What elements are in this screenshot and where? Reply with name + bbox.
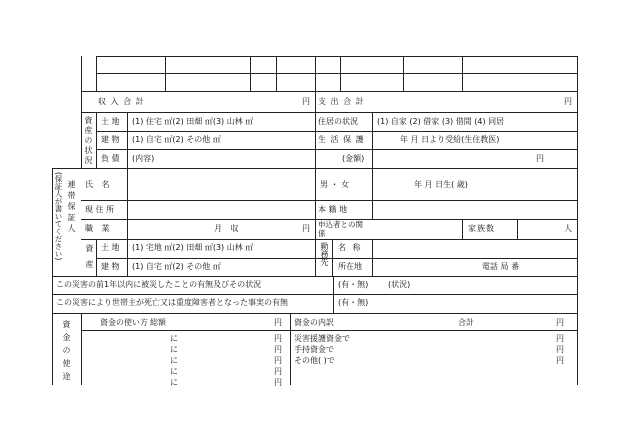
fund-item-relief: 災害援護資金で: [294, 334, 350, 343]
welfare-value: 年 月 日より受給(生住教医): [400, 135, 500, 144]
table-rule: [52, 168, 53, 385]
fund-use-unit: 円: [274, 345, 282, 354]
guarantor-note: (保証人が書いてください): [54, 172, 63, 261]
table-rule: [52, 294, 578, 295]
monthly-income-unit: 円: [302, 224, 310, 233]
fund-sum-unit: 円: [556, 318, 564, 327]
fund-use-ni: に: [170, 367, 178, 376]
income-total-unit: 円: [302, 97, 310, 106]
table-rule: [290, 313, 291, 385]
table-rule: [462, 56, 463, 91]
fund-item-own: 手持資金で: [294, 345, 334, 354]
table-rule: [96, 258, 578, 259]
table-rule: [81, 112, 578, 113]
family-count-label: 家族数: [468, 224, 495, 233]
guarantor-birth: 年 月 日生( 歳): [414, 180, 468, 189]
fund-item-unit: 円: [556, 345, 564, 354]
table-rule: [250, 56, 251, 91]
table-rule: [372, 239, 373, 276]
table-rule: [96, 112, 97, 168]
table-rule: [96, 239, 97, 276]
monthly-income-label: 月 収: [214, 224, 242, 233]
table-rule: [332, 239, 333, 276]
asset-status-section: 資産の状況: [84, 116, 93, 166]
building-label: 建 物: [101, 135, 120, 144]
guarantor-building-options: (1) 自宅 ㎡(2) その他 ㎡: [132, 262, 221, 271]
fund-total-unit: 円: [274, 318, 282, 327]
fund-use-unit: 円: [274, 334, 282, 343]
table-rule: [340, 56, 341, 91]
table-rule: [81, 313, 82, 385]
table-rule: [52, 276, 578, 277]
expense-total-label: 支 出 合 計: [318, 97, 365, 106]
table-rule: [517, 219, 518, 239]
fund-use-ni: に: [170, 334, 178, 343]
disaster-history-answer: (有・無): [338, 280, 369, 289]
guarantor-gender: 男 ・ 女: [320, 180, 350, 189]
housing-label: 住居の状況: [318, 117, 358, 126]
workplace-location-label: 所在地: [338, 262, 362, 271]
guarantor-job-label: 職 業: [85, 224, 113, 233]
fund-use-header: 資金の使い方: [100, 318, 148, 327]
table-rule: [462, 219, 463, 239]
debt-content: (内容): [132, 154, 155, 163]
income-total-label: 収 入 合 計: [98, 97, 145, 106]
table-rule: [127, 168, 128, 276]
debt-label: 負 債: [101, 154, 120, 163]
fund-use-unit: 円: [274, 378, 282, 387]
fund-use-ni: に: [170, 378, 178, 387]
table-rule: [81, 239, 578, 240]
household-head-answer: (有・無): [338, 298, 369, 307]
table-rule: [81, 330, 578, 331]
fund-use-unit: 円: [274, 367, 282, 376]
table-rule: [81, 56, 82, 168]
guarantor-land-label: 土 地: [101, 243, 120, 252]
table-rule: [315, 56, 316, 276]
workplace-section: 勤務先: [320, 242, 329, 266]
guarantor-land-options: (1) 宅地 ㎡(2) 田畑 ㎡(3) 山林 ㎡: [132, 243, 254, 252]
fund-item-unit: 円: [556, 356, 564, 365]
fund-use-ni: に: [170, 356, 178, 365]
table-rule: [372, 112, 373, 219]
guarantor-name-label: 氏 名: [85, 180, 113, 189]
workplace-phone: 電話 局 番: [482, 262, 520, 271]
fund-breakdown-header: 資金の内訳: [294, 318, 334, 327]
fund-item-other: その他( )で: [294, 356, 335, 365]
table-rule: [81, 200, 578, 201]
fund-use-unit: 円: [274, 356, 282, 365]
relation-label: 申込者との関 係: [318, 220, 363, 238]
housing-options: (1) 自家 (2) 借家 (3) 借間 (4) 同居: [377, 117, 505, 126]
table-rule: [577, 56, 578, 385]
table-rule: [96, 73, 578, 74]
table-rule: [96, 56, 578, 57]
table-rule: [96, 149, 578, 150]
family-count-unit: 人: [564, 224, 572, 233]
fund-total-header: 総額: [150, 318, 166, 327]
table-rule: [276, 56, 277, 91]
guarantor-asset-section: 資産: [85, 244, 94, 276]
household-head-question: この災害により世帯主が死亡又は重度障害者となった事実の有無: [56, 298, 288, 307]
land-options: (1) 住宅 ㎡(2) 田畑 ㎡(3) 山林 ㎡: [132, 117, 254, 126]
workplace-name-label: 名 称: [338, 243, 363, 252]
expense-total-unit: 円: [564, 97, 572, 106]
building-options: (1) 自宅 ㎡(2) その他 ㎡: [132, 135, 221, 144]
fund-sum-header: 合計: [458, 318, 474, 327]
table-rule: [81, 91, 578, 92]
debt-amount: (金額): [342, 154, 365, 163]
table-rule: [403, 56, 404, 91]
fund-usage-section: 資金の使途: [62, 320, 71, 385]
table-rule: [96, 131, 578, 132]
guarantor-domicile-label: 本 籍 地: [318, 205, 348, 214]
disaster-history-status: (状況): [388, 280, 411, 289]
table-rule: [333, 276, 334, 313]
guarantor-section: 連帯保証人: [67, 180, 76, 235]
welfare-label: 生 活 保 護: [318, 135, 365, 144]
guarantor-address-label: 現 住 所: [85, 205, 115, 214]
debt-unit: 円: [536, 154, 544, 163]
fund-item-unit: 円: [556, 334, 564, 343]
table-rule: [96, 56, 97, 91]
fund-use-ni: に: [170, 345, 178, 354]
disaster-history-question: この災害の前1年以内に被災したことの有無及びその状況: [56, 280, 262, 289]
table-rule: [127, 112, 128, 168]
guarantor-building-label: 建 物: [101, 262, 120, 271]
table-rule: [165, 56, 166, 91]
table-rule: [52, 313, 578, 314]
land-label: 土 地: [101, 117, 120, 126]
